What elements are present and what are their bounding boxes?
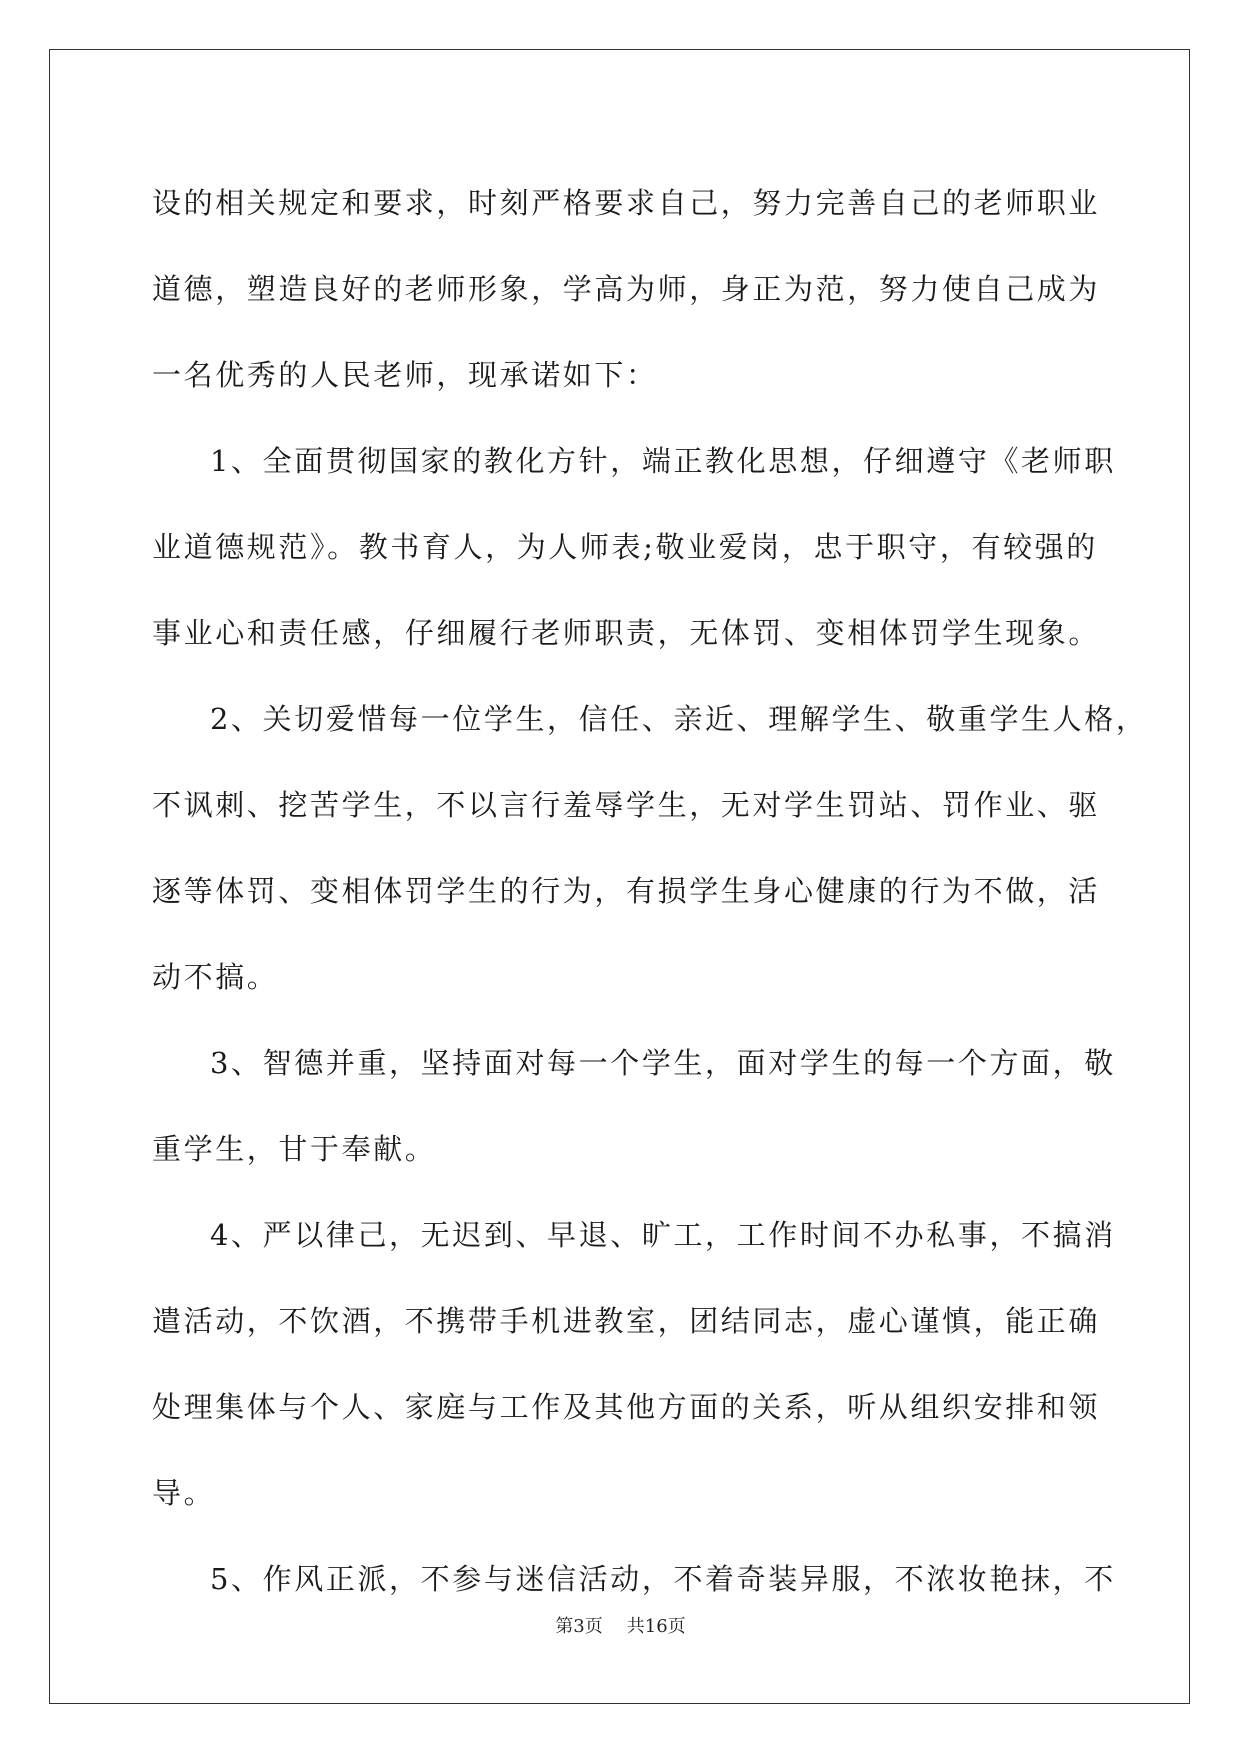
text-line: 道德，塑造良好的老师形象，学高为师，身正为范，努力使自己成为 bbox=[152, 272, 1101, 306]
text-line: 动不搞。 bbox=[152, 960, 279, 994]
text-line: 一名优秀的人民老师，现承诺如下： bbox=[152, 358, 658, 392]
text-line: 不讽刺、挖苦学生，不以言行羞辱学生，无对学生罚站、罚作业、驱 bbox=[152, 788, 1101, 822]
text-line: 事业心和责任感，仔细履行老师职责，无体罚、变相体罚学生现象。 bbox=[152, 616, 1101, 650]
paragraph-start-1: 1、全面贯彻国家的教化方针，端正教化思想，仔细遵守《老师职 bbox=[210, 444, 1116, 478]
text-line: 导。 bbox=[152, 1476, 216, 1510]
paragraph-start-2: 2、关切爱惜每一位学生，信任、亲近、理解学生、敬重学生人格， bbox=[210, 702, 1148, 736]
text-line: 处理集体与个人、家庭与工作及其他方面的关系，听从组织安排和领 bbox=[152, 1390, 1101, 1424]
paragraph-start-4: 4、严以律己，无迟到、早退、旷工，工作时间不办私事，不搞消 bbox=[210, 1218, 1116, 1252]
text-line: 设的相关规定和要求，时刻严格要求自己，努力完善自己的老师职业 bbox=[152, 186, 1101, 220]
page-number-current: 第3页 bbox=[555, 1616, 603, 1637]
paragraph-start-3: 3、智德并重，坚持面对每一个学生，面对学生的每一个方面，敬 bbox=[210, 1046, 1116, 1080]
text-line: 业道德规范》。教书育人，为人师表;敬业爱岗，忠于职守，有较强的 bbox=[152, 530, 1098, 564]
text-line: 重学生，甘于奉献。 bbox=[152, 1132, 437, 1166]
text-line: 逐等体罚、变相体罚学生的行为，有损学生身心健康的行为不做，活 bbox=[152, 874, 1101, 908]
text-line: 遣活动，不饮酒，不携带手机进教室，团结同志，虚心谨慎，能正确 bbox=[152, 1304, 1101, 1338]
paragraph-start-5: 5、作风正派，不参与迷信活动，不着奇装异服，不浓妆艳抹，不 bbox=[210, 1562, 1116, 1596]
page-number-total: 共16页 bbox=[626, 1616, 686, 1637]
document-body bbox=[152, 160, 1148, 1622]
page-footer bbox=[0, 1612, 1241, 1638]
